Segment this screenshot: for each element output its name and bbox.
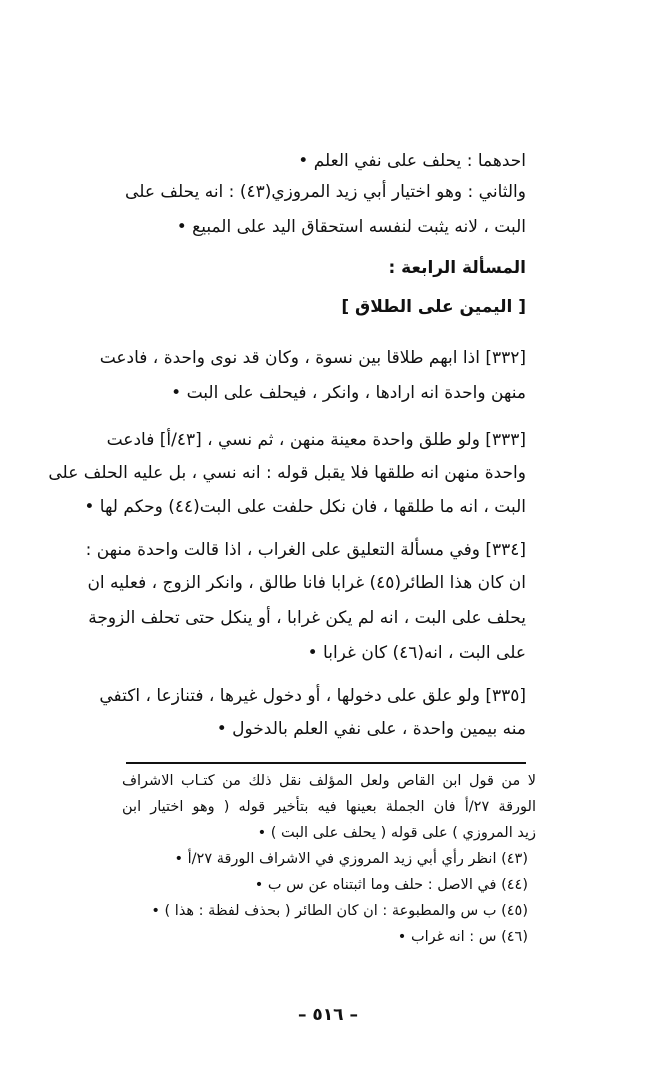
body-line: يحلف على البت ، انه لم يكن غرابا ، أو ينكل حتى تحلف الزوجة [88, 608, 526, 628]
footnote-item: (٤٤) في الاصل : حلف وما اثبتناه عن س ب • [254, 877, 528, 893]
body-line: [٣٣٣] ولو طلق واحدة معينة منهن ، ثم نسي ، [٤٣/أ] فادعت [106, 430, 526, 450]
footnote-continuation-line: الورقة ٢٧/أ فان الجملة بعينها فيه بتأخير قوله ( وهو اختيار ابن [122, 799, 536, 815]
section-subtitle: [ اليمين على الطلاق ] [341, 297, 526, 317]
body-line: [٣٣٤] وفي مسألة التعليق على الغراب ، اذا قالت واحدة منهن : [85, 540, 526, 560]
footnote-item: (٤٣) انظر رأي أبي زيد المروزي في الاشراف الورقة ٢٧/أ • [174, 851, 528, 867]
section-title: المسألة الرابعة : [388, 258, 526, 278]
body-line: [٣٣٥] ولو علق على دخولها ، أو دخول غيرها ، فتنازعا ، اكتفي [99, 686, 526, 706]
page-number: – ٥١٦ – [298, 1005, 358, 1025]
footnote-divider [126, 762, 526, 764]
footnote-item: (٤٦) س : انه غراب • [397, 929, 528, 945]
body-line: البت ، انه ما طلقها ، فان نكل حلفت على البت(٤٤) وحكم لها • [84, 497, 526, 517]
body-line: احدهما : يحلف على نفي العلم • [298, 151, 526, 171]
footnote-item: (٤٥) ب س والمطبوعة : ان كان الطائر ( بحذف لفظة : هذا ) • [151, 903, 528, 919]
body-line: والثاني : وهو اختيار أبي زيد المروزي(٤٣) : انه يحلف على [125, 182, 526, 202]
body-line: منهن واحدة انه ارادها ، وانكر ، فيحلف على البت • [171, 383, 526, 403]
body-line: منه بيمين واحدة ، على نفي العلم بالدخول • [216, 719, 526, 739]
body-line: البت ، لانه يثبت لنفسه استحقاق اليد على المبيع • [176, 217, 526, 237]
footnote-continuation-line: زيد المروزي ) على قوله ( يحلف على البت ) • [257, 825, 536, 841]
body-line: ان كان هذا الطائر(٤٥) غرابا فانا طالق ، وانكر الزوج ، فعليه ان [87, 573, 526, 593]
body-line: واحدة منهن انه طلقها فلا يقبل قوله : انه نسي ، بل عليه الحلف على [48, 463, 526, 483]
body-line: [٣٣٢] اذا ابهم طلاقا بين نسوة ، وكان قد نوى واحدة ، فادعت [99, 348, 526, 368]
footnote-continuation-line: لا من قول ابن القاص ولعل المؤلف نقل ذلك من كتـاب الاشراف [122, 773, 536, 789]
body-line: على البت ، انه(٤٦) كان غرابا • [307, 643, 526, 663]
